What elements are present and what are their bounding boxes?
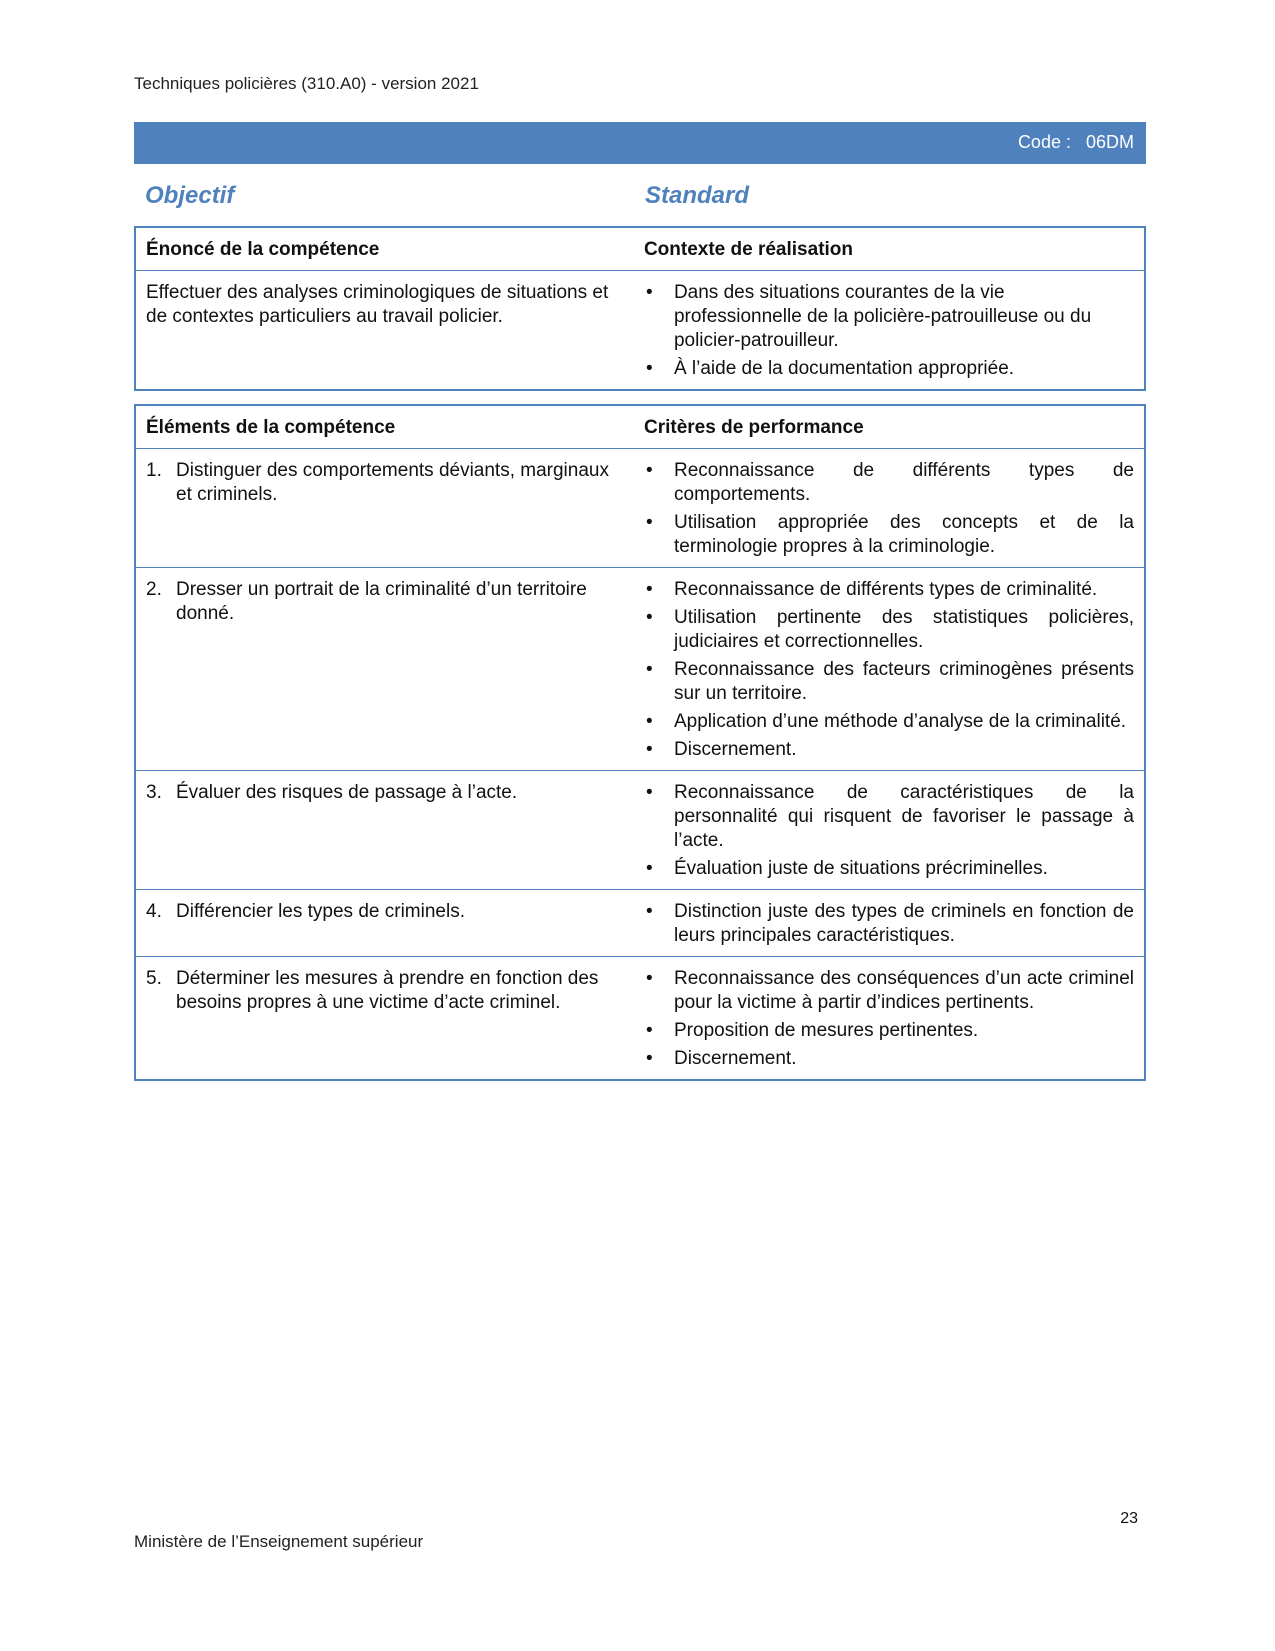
context-list (644, 281, 1134, 381)
criterion-item: • Proposition de mesures pertinentes. (644, 1019, 1134, 1043)
context-list-cell (634, 271, 1145, 391)
running-footer: Ministère de l’Enseignement supérieur (134, 1532, 424, 1551)
element-cell (135, 957, 634, 1081)
criteria-list (644, 900, 1134, 948)
element-text: Évaluer des risques de passage à l’acte. (176, 782, 518, 803)
criteria-header: Critères de performance (644, 417, 864, 438)
criterion-item: • Reconnaissance de différents types de comportements. (644, 459, 1134, 507)
elements-header-row (135, 405, 1145, 449)
page-number: 23 (1120, 1510, 1138, 1527)
criterion-item: • Utilisation pertinente des statistiques policières, judiciaires et correctionnelles. (644, 606, 1134, 654)
element-cell (135, 449, 634, 568)
criterion-item: • Reconnaissance de différents types de criminalité. (644, 578, 1134, 602)
section-titles (145, 182, 1145, 212)
criterion-item: • Application d’une méthode d’analyse de la criminalité. (644, 710, 1134, 734)
objective-title: Objectif (145, 182, 235, 209)
context-item: • À l’aide de la documentation appropriée. (644, 357, 1134, 381)
course-code: Code : 06DM (1017, 132, 1134, 152)
element-number: 5. (146, 968, 162, 989)
table-row (135, 449, 1145, 568)
criteria-list (644, 967, 1134, 1071)
competency-body-row (135, 271, 1145, 391)
element-number: 3. (146, 782, 162, 803)
criterion-item: • Reconnaissance des facteurs criminogènes présents sur un territoire. (644, 658, 1134, 706)
criteria-list (644, 578, 1134, 762)
criterion-item: • Utilisation appropriée des concepts et de la terminologie propres à la criminologie. (644, 511, 1134, 559)
criterion-item: • Discernement. (644, 738, 1134, 762)
competency-table (134, 226, 1146, 391)
criteria-list (644, 781, 1134, 881)
elements-header: Éléments de la compétence (146, 417, 396, 438)
table-row (135, 957, 1145, 1081)
table-row (135, 568, 1145, 771)
criteria-cell (634, 568, 1145, 771)
statement-header: Énoncé de la compétence (146, 239, 380, 260)
criterion-item: • Reconnaissance des conséquences d’un acte criminel pour la victime à partir d’indices pertinents. (644, 967, 1134, 1015)
element-cell (135, 771, 634, 890)
table-row (135, 771, 1145, 890)
criteria-list (644, 459, 1134, 559)
table-row (135, 890, 1145, 957)
competency-statement: Effectuer des analyses criminologiques de situations et de contextes particuliers au travail policier. (135, 271, 634, 391)
element-number: 1. (146, 460, 162, 481)
element-text: Déterminer les mesures à prendre en fonction des besoins propres à une victime d’acte criminel. (176, 968, 599, 1013)
element-number: 4. (146, 901, 162, 922)
standard-title: Standard (645, 182, 750, 209)
code-bar (134, 122, 1146, 164)
running-header: Techniques policières (310.A0) - version 2021 (134, 74, 479, 93)
criteria-cell (634, 449, 1145, 568)
element-cell (135, 890, 634, 957)
criterion-item: • Discernement. (644, 1047, 1134, 1071)
element-text: Différencier les types de criminels. (176, 901, 465, 922)
criterion-item: • Évaluation juste de situations précriminelles. (644, 857, 1134, 881)
element-text: Distinguer des comportements déviants, marginaux et criminels. (176, 460, 609, 505)
context-header: Contexte de réalisation (643, 239, 854, 260)
criteria-cell (634, 771, 1145, 890)
criteria-cell (634, 957, 1145, 1081)
element-cell (135, 568, 634, 771)
element-text: Dresser un portrait de la criminalité d’un territoire donné. (176, 579, 587, 624)
criterion-item: • Distinction juste des types de criminels en fonction de leurs principales caractéristiques. (644, 900, 1134, 948)
criteria-cell (634, 890, 1145, 957)
elements-table (134, 404, 1146, 1081)
element-number: 2. (146, 579, 162, 600)
context-item: • Dans des situations courantes de la vie professionnelle de la policière-patrouilleuse ou du policier-patrouilleur. (644, 281, 1134, 353)
criterion-item: • Reconnaissance de caractéristiques de la personnalité qui risquent de favoriser le passage à l’acte. (644, 781, 1134, 853)
competency-header-row (135, 227, 1145, 271)
